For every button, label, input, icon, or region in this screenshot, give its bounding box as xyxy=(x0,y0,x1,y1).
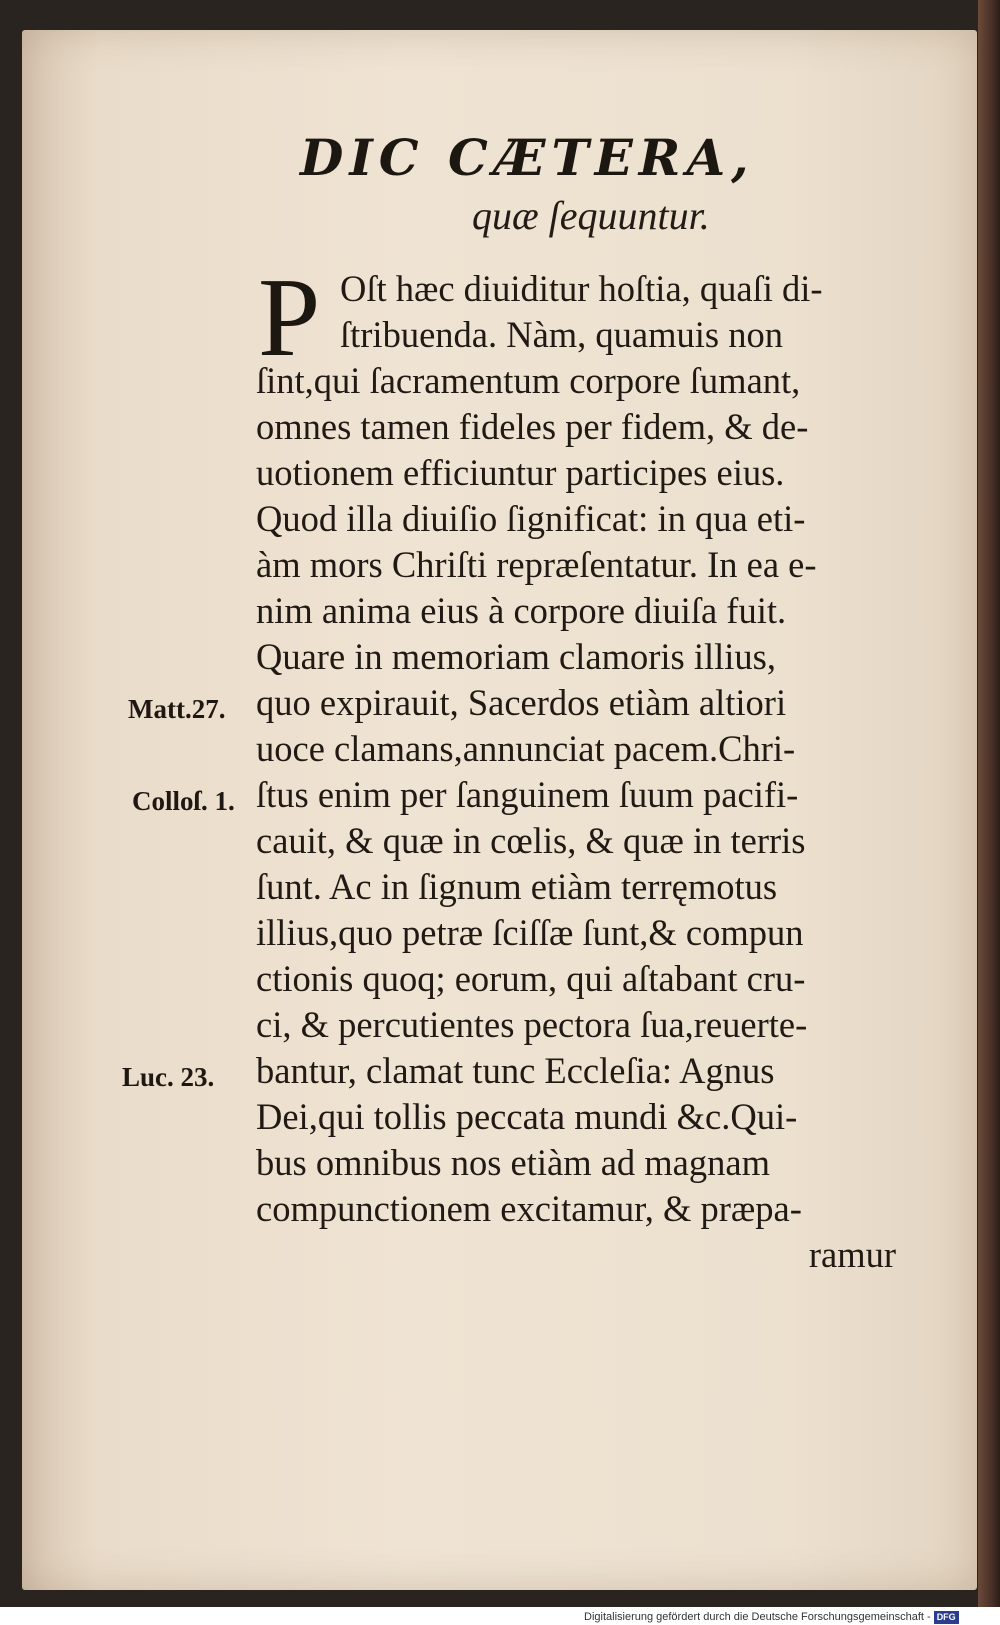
text-line: ci, & percutientes pectora ſua,reuerte- xyxy=(256,1004,808,1045)
page-subheading: quæ ſequuntur. xyxy=(472,193,710,238)
dfg-logo: DFG xyxy=(934,1611,959,1624)
text-line: ſunt. Ac in ſignum etiàm terręmotus xyxy=(256,866,778,907)
text-line: omnes tamen fideles per fidem, & de- xyxy=(256,406,809,447)
text-line: illius,quo petræ ſciſſæ ſunt,& compun xyxy=(256,912,804,953)
text-line: uoce clamans,annunciat pacem.Chri- xyxy=(256,728,796,769)
body-text xyxy=(256,256,936,1278)
text-line: Oſt hæc diuiditur hoſtia, quaſi di- xyxy=(340,268,823,309)
marginal-note-luke: Luc. 23. xyxy=(122,1062,215,1092)
text-line: cauit, & quæ in cœlis, & quæ in terris xyxy=(256,820,806,861)
text-line: ctionis quoq; eorum, qui aſtabant cru- xyxy=(256,958,806,999)
text-line: compunctionem excitamur, & præpa- xyxy=(256,1188,802,1229)
text-line: nim anima eius à corpore diuiſa fuit. xyxy=(256,590,787,631)
text-line: Dei,qui tollis peccata mundi &c.Qui- xyxy=(256,1096,798,1137)
text-line: ſtus enim per ſanguinem ſuum pacifi- xyxy=(256,774,799,815)
text-line: bantur, clamat tunc Eccleſia: Agnus xyxy=(256,1050,775,1091)
marginal-note-matthew: Matt.27. xyxy=(128,694,226,724)
text-line: Quod illa diuiſio ſignificat: in qua eti- xyxy=(256,498,806,539)
text-line: ſtribuenda. Nàm, quamuis non xyxy=(340,314,783,355)
digitization-footer xyxy=(584,1609,1000,1625)
page-heading: DIC CÆTERA, xyxy=(300,128,755,187)
footer-text: Digitalisierung gefördert durch die Deutsche Forschungsgemeinschaft - xyxy=(584,1611,931,1623)
book-edge xyxy=(978,0,1000,1607)
text-line: Quare in memoriam clamoris illius, xyxy=(256,636,777,677)
catchword: ramur xyxy=(808,1234,896,1275)
drop-capital: P xyxy=(258,256,321,380)
text-line: bus omnibus nos etiàm ad magnam xyxy=(256,1142,770,1183)
text-line: ſint,qui ſacramentum corpore ſumant, xyxy=(256,360,801,401)
text-line: quo expirauit, Sacerdos etiàm altiori xyxy=(256,682,787,723)
text-line: àm mors Chriſti repræſentatur. In ea e- xyxy=(256,544,817,585)
marginal-note-colossians: Colloſ. 1. xyxy=(132,786,235,816)
text-line: uotionem efficiuntur participes eius. xyxy=(256,452,785,493)
